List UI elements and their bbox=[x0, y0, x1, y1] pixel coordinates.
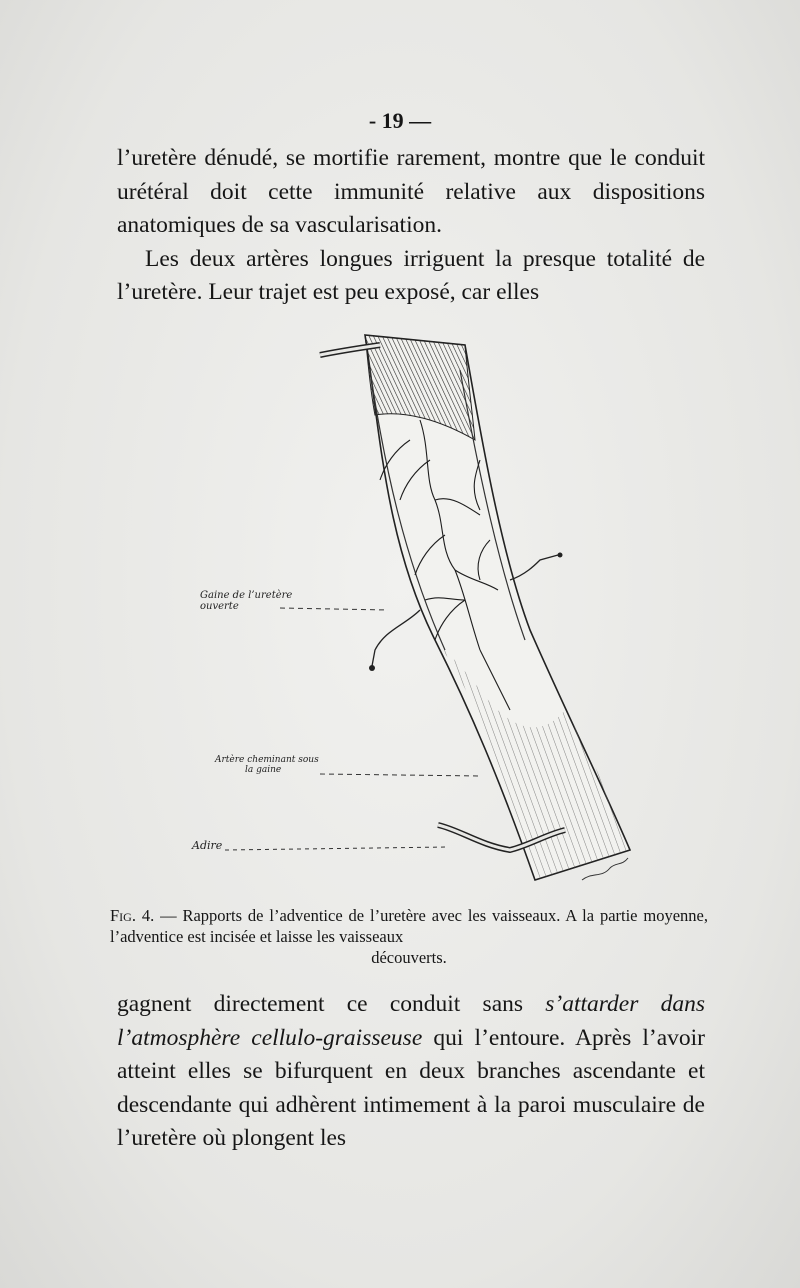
label-gaine: Gaine de l’uretère ouverte bbox=[200, 590, 293, 612]
paragraph-continuation: l’uretère dénudé, se mortifie rarement, montre que le conduit urétéral doit cette immunité relative aux dispositions anatomiques de sa vascularisation. bbox=[117, 145, 705, 238]
leader-artere bbox=[320, 774, 480, 776]
top-text-block bbox=[117, 142, 705, 310]
sheath-flap-left bbox=[372, 610, 420, 666]
figure-caption bbox=[110, 905, 708, 968]
page-number: - 19 — bbox=[368, 108, 432, 133]
sheath-flap-right bbox=[510, 555, 558, 580]
label-artere: Artère cheminant sous la gaine bbox=[215, 755, 319, 775]
italic-phrase: s’attarder dans l’atmosphère cellulo-graisseuse bbox=[117, 991, 705, 1051]
paragraph-gagnent: gagnent directement ce conduit sans s’attarder dans l’atmosphère cellulo-graisseuse qui l’entoure. Après l’avoir atteint elles se bifurquent en deux branches ascendante et descendante qui adhèrent intimement à la paroi musculaire de l’uretère où plongent les bbox=[117, 991, 705, 1151]
bottom-text-block bbox=[117, 988, 705, 1156]
caption-text: — Rapports de l’adventice de l’uretère avec les vaisseaux. A la partie moyenne, l’adventice est incisée et laisse les vaisseaux bbox=[110, 906, 708, 946]
paragraph-arteres: Les deux artères longues irriguent la presque totalité de l’uretère. Leur trajet est peu exposé, car elles bbox=[117, 245, 705, 305]
leader-gaine bbox=[280, 608, 388, 610]
caption-last-line: découverts. bbox=[371, 948, 447, 967]
figure-number: Fig. 4. bbox=[110, 906, 155, 925]
anatomical-figure bbox=[180, 310, 650, 900]
label-adire: Adire bbox=[192, 839, 223, 852]
leader-adire bbox=[225, 847, 448, 850]
